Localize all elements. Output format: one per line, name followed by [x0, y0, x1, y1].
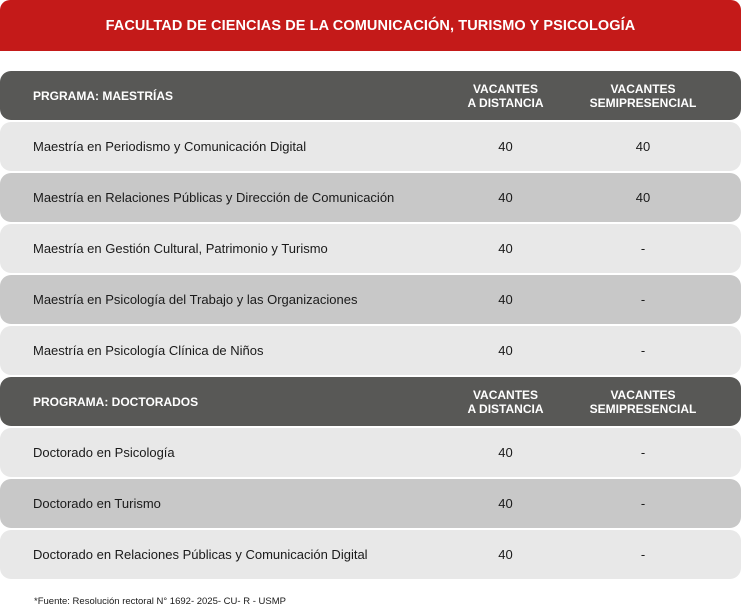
table-row	[0, 530, 741, 579]
table-row	[0, 428, 741, 477]
program-label: PRGRAMA: MAESTRÍAS	[33, 88, 173, 103]
vacantes-semipresencial: -	[640, 292, 646, 307]
program-name: Maestría en Periodismo y Comunicación Digital	[33, 139, 307, 154]
col-header-distancia: VACANTES A DISTANCIA	[467, 81, 544, 110]
vacantes-distancia: 40	[498, 292, 513, 307]
section-header-doctorados	[0, 377, 741, 426]
table-row	[0, 224, 741, 273]
vacantes-distancia: 40	[498, 139, 513, 154]
program-name: Maestría en Relaciones Públicas y Dirección de Comunicación	[33, 190, 395, 205]
table-row	[0, 173, 741, 222]
vacantes-distancia: 40	[498, 445, 513, 460]
col-header-semipresencial: VACANTES SEMIPRESENCIAL	[589, 81, 697, 110]
vacantes-semipresencial: -	[640, 496, 646, 511]
vacancies-table	[0, 71, 741, 581]
table-row	[0, 275, 741, 324]
vacantes-semipresencial: -	[640, 241, 646, 256]
source-footnote: *Fuente: Resolución rectoral N° 1692- 2025- CU- R - USMP	[34, 596, 286, 607]
vacantes-semipresencial: 40	[635, 139, 651, 154]
vacantes-distancia: 40	[498, 547, 513, 562]
vacantes-distancia: 40	[498, 241, 513, 256]
program-name: Maestría en Psicología Clínica de Niños	[33, 343, 264, 358]
program-name: Doctorado en Psicología	[33, 445, 175, 460]
program-name: Doctorado en Relaciones Públicas y Comunicación Digital	[33, 547, 368, 562]
program-name: Maestría en Psicología del Trabajo y las Organizaciones	[33, 292, 358, 307]
vacantes-distancia: 40	[498, 496, 513, 511]
table-row	[0, 122, 741, 171]
vacantes-distancia: 40	[498, 190, 513, 205]
vacantes-semipresencial: -	[640, 547, 646, 562]
col-header-distancia: VACANTES A DISTANCIA	[467, 387, 544, 416]
section-header-maestrias	[0, 71, 741, 120]
table-row	[0, 479, 741, 528]
col-header-semipresencial: VACANTES SEMIPRESENCIAL	[589, 387, 697, 416]
vacantes-semipresencial: -	[640, 343, 646, 358]
faculty-title: FACULTAD DE CIENCIAS DE LA COMUNICACIÓN, TURISMO Y PSICOLOGÍA	[105, 17, 636, 34]
program-name: Maestría en Gestión Cultural, Patrimonio y Turismo	[33, 241, 328, 256]
program-label: PROGRAMA: DOCTORADOS	[33, 394, 199, 409]
faculty-title-banner	[0, 0, 741, 51]
vacantes-distancia: 40	[498, 343, 513, 358]
vacantes-semipresencial: -	[640, 445, 646, 460]
vacantes-semipresencial: 40	[635, 190, 651, 205]
program-name: Doctorado en Turismo	[33, 496, 161, 511]
table-row	[0, 326, 741, 375]
